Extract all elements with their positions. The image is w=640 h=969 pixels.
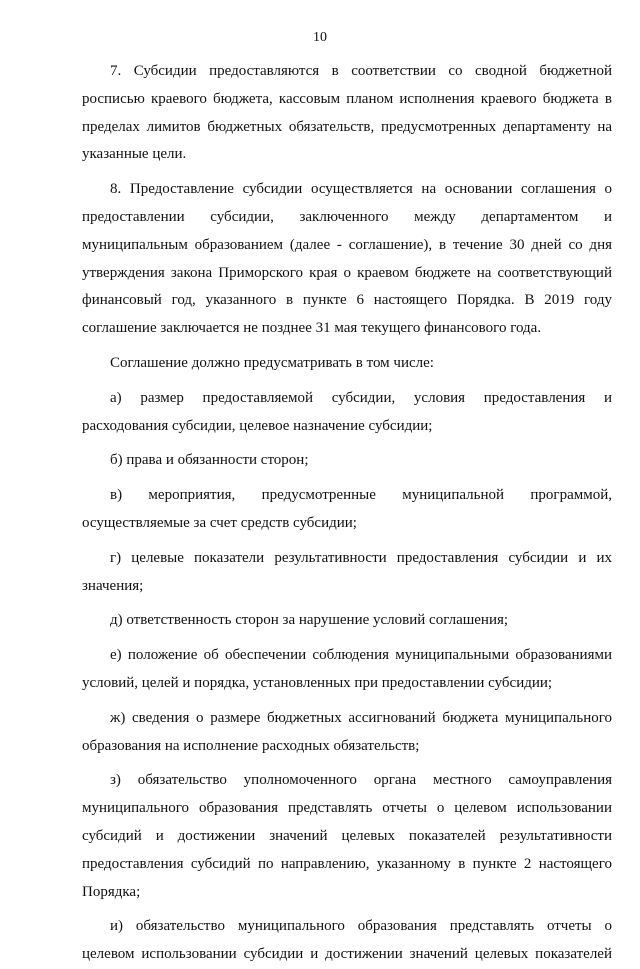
paragraph-7: 7. Субсидии предоставляются в соответствии со сводной бюджетной росписью краевого бюджета, кассовым планом исполнения краевого бюджета в пределах лимитов бюджетных обязательств, предусмотренных департаменту на указанные цели. — [82, 63, 612, 163]
list-item-i: и) обязательство муниципального образования представлять отчеты о целевом использовании субсидии и достижении значений целевых показателей — [82, 918, 612, 963]
agreement-intro: Соглашение должно предусматривать в том числе: — [110, 354, 434, 371]
list-item-e: е) положение об обеспечении соблюдения муниципальными образованиями условий, целей и порядка, установленных при предоставлении субсидии; — [82, 647, 612, 691]
page-number: 10 — [313, 30, 327, 45]
list-item-g: г) целевые показатели результативности предоставления субсидии и их значения; — [82, 549, 612, 594]
list-item-d: д) ответственность сторон за нарушение условий соглашения; — [110, 612, 509, 629]
list-item-a: а) размер предоставляемой субсидии, условия предоставления и расходования субсидии, целевое назначение субсидии; — [82, 389, 612, 434]
list-item-b: б) права и обязанности сторон; — [110, 452, 309, 469]
list-item-zh: ж) сведения о размере бюджетных ассигнований бюджета муниципального образования на исполнение расходных обязательств; — [82, 709, 612, 754]
list-item-v: в) мероприятия, предусмотренные муниципальной программой, осуществляемые за счет средств субсидии; — [82, 487, 612, 531]
paragraph-8: 8. Предоставление субсидии осуществляется на основании соглашения о предоставлении субсидии, заключенного между департаментом и муниципальным образованием (далее - соглашение), в течение 30 дней со дня утверждения закона Приморского края о краевом бюджете на соответствующий финансовый год, указанного в пункте 6 настоящего Порядка. В 2019 году соглашение заключается не позднее 31 мая текущего финансового года. — [82, 181, 612, 337]
document-body — [82, 58, 612, 969]
list-item-z: з) обязательство уполномоченного органа местного самоуправления муниципального образования представлять отчеты о целевом использовании субсидий и достижении значений целевых показателей результативности предоставления субсидий по направлению, указанному в пункте 2 настоящего Порядка; — [82, 772, 612, 900]
